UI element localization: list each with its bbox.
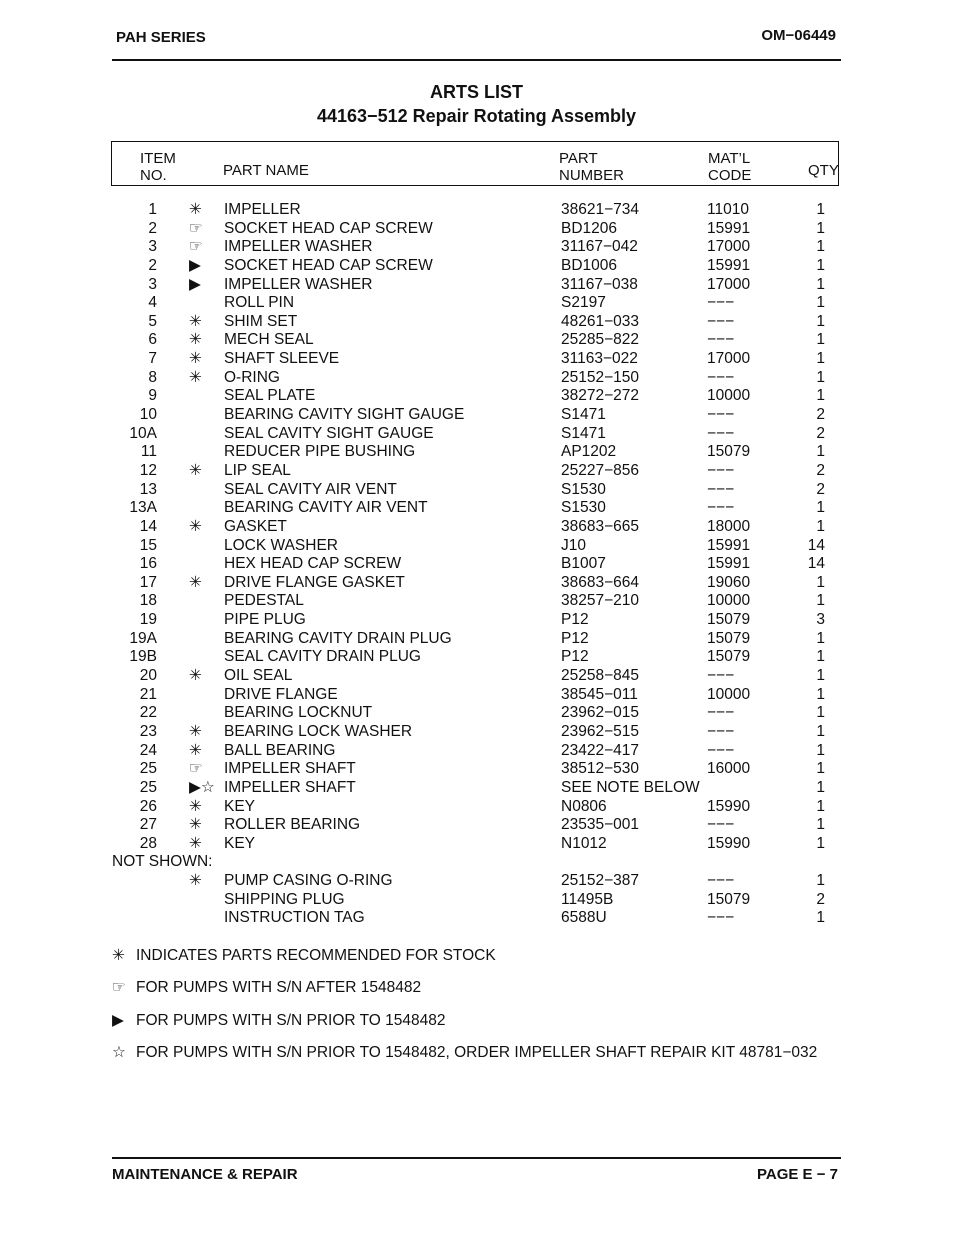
part-name: SEAL PLATE <box>224 387 316 405</box>
part-number: B1007 <box>561 555 606 573</box>
table-row <box>0 816 954 835</box>
item-number: 7 <box>148 350 157 368</box>
part-name: IMPELLER SHAFT <box>224 778 356 796</box>
row-marker-icon: ✳ <box>189 834 202 852</box>
notes-list <box>112 946 841 1075</box>
part-name: LOCK WASHER <box>224 536 338 554</box>
note-symbol-icon: ☞ <box>112 979 126 997</box>
table-row <box>0 462 954 481</box>
quantity: 1 <box>816 201 825 218</box>
part-number: 11495B <box>561 890 614 908</box>
row-marker-icon: ✳ <box>189 573 202 591</box>
item-number: 19B <box>129 648 157 666</box>
quantity: 1 <box>816 368 825 386</box>
item-number: 18 <box>139 592 157 610</box>
table-row <box>0 742 954 761</box>
material-code: 15991 <box>707 219 751 237</box>
quantity: 1 <box>816 312 825 330</box>
table-row <box>0 630 954 649</box>
quantity: 2 <box>816 406 825 424</box>
part-name: SEAL CAVITY AIR VENT <box>224 480 397 498</box>
part-name: BEARING LOCKNUT <box>224 704 373 722</box>
note-text: FOR PUMPS WITH S/N PRIOR TO 1548482, ORDER IMPELLER SHAFT REPAIR KIT 48781−032 <box>136 1043 818 1061</box>
material-code: 15079 <box>707 648 751 666</box>
row-marker-icon: ✳ <box>189 201 202 218</box>
table-row <box>0 518 954 537</box>
table-row <box>0 537 954 556</box>
part-name: INSTRUCTION TAG <box>224 909 365 927</box>
material-code: 10000 <box>707 685 751 703</box>
part-name: ROLLER BEARING <box>224 816 361 834</box>
part-number: P12 <box>561 629 589 647</box>
col-part-name-header: PART NAME <box>223 162 309 179</box>
item-number: 16 <box>139 555 157 573</box>
part-number: 25227−856 <box>561 461 640 479</box>
table-row <box>0 331 954 350</box>
material-code: −−− <box>707 909 735 927</box>
item-number: 11 <box>140 443 157 461</box>
row-marker-icon: ▶☆ <box>189 778 215 796</box>
quantity: 1 <box>816 816 825 834</box>
part-name: BEARING LOCK WASHER <box>224 722 413 740</box>
table-row <box>0 313 954 332</box>
material-code: 17000 <box>707 275 751 293</box>
row-marker-icon: ▶ <box>189 256 201 274</box>
item-number: 23 <box>139 722 157 740</box>
part-number: 23962−515 <box>561 722 640 740</box>
material-code: −−− <box>707 816 735 834</box>
row-marker-icon: ▶ <box>189 275 201 293</box>
part-name: MECH SEAL <box>224 331 314 349</box>
quantity: 1 <box>816 778 825 796</box>
part-name: IMPELLER WASHER <box>224 238 373 256</box>
note-symbol-icon: ☆ <box>112 1043 126 1061</box>
part-number: J10 <box>561 536 586 554</box>
table-row <box>0 798 954 817</box>
material-code: 17000 <box>707 238 751 256</box>
material-code: −−− <box>707 294 735 312</box>
row-marker-icon: ☞ <box>189 219 203 237</box>
quantity: 1 <box>816 704 825 722</box>
item-number: 13A <box>129 499 157 517</box>
item-number: 19A <box>129 629 157 647</box>
table-row <box>0 704 954 723</box>
part-name: SEAL CAVITY SIGHT GAUGE <box>224 424 434 442</box>
quantity: 1 <box>816 648 825 666</box>
note-symbol-icon: ✳ <box>112 947 125 964</box>
row-marker-icon: ✳ <box>189 368 202 386</box>
part-number: S2197 <box>561 294 606 312</box>
part-number: BD1206 <box>561 219 618 237</box>
part-name: HEX HEAD CAP SCREW <box>224 555 402 573</box>
table-row <box>0 481 954 500</box>
quantity: 14 <box>807 555 825 573</box>
part-number: 38545−011 <box>561 685 638 703</box>
shaft-kit-note <box>112 1043 841 1075</box>
header-doc-number: OM−06449 <box>761 27 836 44</box>
item-number: 3 <box>148 238 157 256</box>
row-marker-icon: ✳ <box>189 331 202 349</box>
part-name: BEARING CAVITY DRAIN PLUG <box>224 629 452 647</box>
col-mat-code-header: MAT’L CODE <box>708 150 752 184</box>
part-number: 38683−664 <box>561 573 640 591</box>
material-code: 19060 <box>707 573 751 591</box>
row-marker-icon: ✳ <box>189 350 202 368</box>
note-text: INDICATES PARTS RECOMMENDED FOR STOCK <box>136 947 496 964</box>
table-row <box>0 257 954 276</box>
part-name: BEARING CAVITY AIR VENT <box>224 499 428 517</box>
material-code: −−− <box>707 312 735 330</box>
material-code: 11010 <box>707 201 749 218</box>
quantity: 1 <box>816 256 825 274</box>
quantity: 1 <box>816 797 825 815</box>
row-marker-icon: ☞ <box>189 760 203 778</box>
part-number: S1471 <box>561 406 606 424</box>
material-code: −−− <box>707 741 735 759</box>
row-marker-icon: ✳ <box>189 797 202 815</box>
note-symbol-icon: ▶ <box>112 1011 124 1029</box>
material-code: −−− <box>707 424 735 442</box>
not-shown-label: NOT SHOWN: <box>112 853 213 871</box>
row-marker-icon: ✳ <box>189 722 202 740</box>
part-number: N0806 <box>561 797 607 815</box>
page-title: ARTS LIST <box>430 82 523 102</box>
part-name: SHIPPING PLUG <box>224 890 345 908</box>
table-row <box>0 835 954 854</box>
note-text: FOR PUMPS WITH S/N AFTER 1548482 <box>136 979 422 997</box>
table-row <box>0 574 954 593</box>
part-number: 23535−001 <box>561 816 640 834</box>
table-row <box>0 686 954 705</box>
part-name: GASKET <box>224 517 287 535</box>
part-number: BD1006 <box>561 256 618 274</box>
note-text: FOR PUMPS WITH S/N PRIOR TO 1548482 <box>136 1011 446 1029</box>
material-code: −−− <box>707 722 735 740</box>
table-row <box>0 294 954 313</box>
table-row <box>0 872 954 891</box>
material-code: 15991 <box>707 555 751 573</box>
prior-sn-note <box>112 1011 841 1043</box>
item-number: 25 <box>139 760 157 778</box>
col-qty-header: QTY <box>808 162 839 179</box>
part-name: SEAL CAVITY DRAIN PLUG <box>224 648 421 666</box>
col-part-number-header: PART NUMBER <box>559 150 625 184</box>
row-marker-icon: ☞ <box>189 238 203 256</box>
part-number: 23962−015 <box>561 704 640 722</box>
quantity: 1 <box>816 834 825 852</box>
material-code: −−− <box>707 667 735 685</box>
item-number: 12 <box>139 461 157 479</box>
quantity: 1 <box>816 722 825 740</box>
quantity: 1 <box>816 294 825 312</box>
material-code: 15079 <box>707 443 751 461</box>
part-number: S1530 <box>561 480 606 498</box>
item-number: 27 <box>139 816 157 834</box>
part-number: 38272−272 <box>561 387 640 405</box>
part-number: 31167−042 <box>561 238 638 256</box>
row-marker-icon: ✳ <box>189 816 202 834</box>
quantity: 1 <box>816 685 825 703</box>
quantity: 2 <box>816 424 825 442</box>
table-row <box>0 276 954 295</box>
item-number: 1 <box>148 201 157 218</box>
item-number: 22 <box>139 704 157 722</box>
item-number: 17 <box>139 573 157 591</box>
material-code: 18000 <box>707 517 751 535</box>
part-number: 38621−734 <box>561 201 640 218</box>
part-name: KEY <box>224 797 256 815</box>
quantity: 2 <box>816 890 825 908</box>
part-name: ROLL PIN <box>224 294 295 312</box>
table-header <box>111 141 839 186</box>
part-name: IMPELLER <box>224 201 301 218</box>
material-code: 15991 <box>707 536 751 554</box>
quantity: 1 <box>816 760 825 778</box>
item-number: 28 <box>139 834 157 852</box>
quantity: 1 <box>816 387 825 405</box>
material-code: −−− <box>707 368 735 386</box>
part-number: 38257−210 <box>561 592 640 610</box>
item-number: 3 <box>148 275 157 293</box>
part-number: 31163−022 <box>561 350 638 368</box>
row-marker-icon: ✳ <box>189 312 202 330</box>
part-number: 25285−822 <box>561 331 640 349</box>
part-number: 31167−038 <box>561 275 638 293</box>
table-row <box>0 387 954 406</box>
material-code: 15991 <box>707 256 751 274</box>
material-code: 15079 <box>707 611 751 629</box>
part-number: SEE NOTE BELOW <box>561 778 700 796</box>
quantity: 1 <box>816 573 825 591</box>
part-number: S1471 <box>561 424 606 442</box>
part-name: DRIVE FLANGE GASKET <box>224 573 405 591</box>
table-row <box>0 443 954 462</box>
item-number: 15 <box>139 536 157 554</box>
item-number: 6 <box>148 331 157 349</box>
part-number: 25258−845 <box>561 667 640 685</box>
table-row <box>0 238 954 257</box>
item-number: 4 <box>148 294 157 312</box>
table-row <box>0 648 954 667</box>
not-shown-label-row <box>0 853 954 872</box>
item-number: 25 <box>139 778 157 796</box>
part-name: BALL BEARING <box>224 741 336 759</box>
quantity: 1 <box>816 331 825 349</box>
quantity: 3 <box>816 611 825 629</box>
material-code: −−− <box>707 461 735 479</box>
part-name: BEARING CAVITY SIGHT GAUGE <box>224 406 465 424</box>
table-row <box>0 779 954 798</box>
table-row <box>0 201 954 220</box>
table-row <box>0 555 954 574</box>
part-name: SHAFT SLEEVE <box>224 350 340 368</box>
quantity: 14 <box>807 536 825 554</box>
table-row <box>0 369 954 388</box>
item-number: 26 <box>139 797 157 815</box>
item-number: 10 <box>139 406 157 424</box>
table-row <box>0 406 954 425</box>
table-row <box>0 611 954 630</box>
table-row <box>0 350 954 369</box>
part-name: SOCKET HEAD CAP SCREW <box>224 219 433 237</box>
item-number: 8 <box>148 368 157 386</box>
item-number: 20 <box>139 667 157 685</box>
item-number: 9 <box>148 387 157 405</box>
material-code: 15079 <box>707 890 751 908</box>
part-name: PUMP CASING O-RING <box>224 872 393 890</box>
part-number: S1530 <box>561 499 606 517</box>
item-number: 5 <box>148 312 157 330</box>
footer-page: PAGE E − 7 <box>756 1166 838 1183</box>
table-row <box>0 667 954 686</box>
part-number: N1012 <box>561 834 607 852</box>
part-name: OIL SEAL <box>224 667 293 685</box>
quantity: 1 <box>816 238 825 256</box>
part-number: P12 <box>561 611 589 629</box>
row-marker-icon: ✳ <box>189 461 202 479</box>
material-code: 17000 <box>707 350 751 368</box>
col-item-header: ITEM NO. <box>140 150 176 184</box>
parts-table-body <box>0 201 954 928</box>
footer-section: MAINTENANCE & REPAIR <box>112 1166 298 1183</box>
table-row <box>0 909 954 928</box>
quantity: 1 <box>816 592 825 610</box>
footer-rule <box>112 1157 841 1159</box>
part-number: 25152−150 <box>561 368 640 386</box>
item-number: 24 <box>139 741 157 759</box>
material-code: −−− <box>707 331 735 349</box>
row-marker-icon: ✳ <box>189 667 202 685</box>
part-name: DRIVE FLANGE <box>224 685 338 703</box>
part-number: 38512−530 <box>561 760 640 778</box>
row-marker-icon: ✳ <box>189 517 202 535</box>
table-row <box>0 499 954 518</box>
material-code: −−− <box>707 499 735 517</box>
part-name: SOCKET HEAD CAP SCREW <box>224 256 433 274</box>
quantity: 2 <box>816 461 825 479</box>
quantity: 2 <box>816 480 825 498</box>
material-code: −−− <box>707 872 735 890</box>
material-code: 15990 <box>707 797 751 815</box>
material-code: −−− <box>707 704 735 722</box>
table-row <box>0 592 954 611</box>
quantity: 1 <box>816 350 825 368</box>
item-number: 2 <box>148 219 157 237</box>
part-number: P12 <box>561 648 589 666</box>
part-number: 23422−417 <box>561 741 640 759</box>
page-subtitle: 44163−512 Repair Rotating Assembly <box>317 106 636 126</box>
part-name: O-RING <box>224 368 280 386</box>
row-marker-icon: ✳ <box>189 741 202 759</box>
item-number: 13 <box>139 480 157 498</box>
part-number: 25152−387 <box>561 872 640 890</box>
header-rule <box>112 59 841 61</box>
quantity: 1 <box>816 872 825 890</box>
table-row <box>0 891 954 910</box>
item-number: 14 <box>139 517 157 535</box>
header-series: PAH SERIES <box>116 29 206 46</box>
material-code: 16000 <box>707 760 751 778</box>
quantity: 1 <box>816 517 825 535</box>
material-code: 15990 <box>707 834 751 852</box>
table-row <box>0 723 954 742</box>
quantity: 1 <box>816 909 825 927</box>
table-row <box>0 760 954 779</box>
item-number: 10A <box>129 424 157 442</box>
part-number: 6588U <box>561 909 607 927</box>
row-marker-icon: ✳ <box>189 872 202 890</box>
table-row <box>0 220 954 239</box>
quantity: 1 <box>816 499 825 517</box>
material-code: 15079 <box>707 629 751 647</box>
part-name: SHIM SET <box>224 312 298 330</box>
material-code: 10000 <box>707 387 751 405</box>
part-name: REDUCER PIPE BUSHING <box>224 443 416 461</box>
part-name: KEY <box>224 834 256 852</box>
item-number: 19 <box>139 611 157 629</box>
part-name: IMPELLER WASHER <box>224 275 373 293</box>
after-sn-note <box>112 978 841 1010</box>
quantity: 1 <box>816 275 825 293</box>
part-number: AP1202 <box>561 443 617 461</box>
part-name: PIPE PLUG <box>224 611 306 629</box>
item-number: 2 <box>148 256 157 274</box>
part-name: IMPELLER SHAFT <box>224 760 356 778</box>
material-code: −−− <box>707 480 735 498</box>
part-name: PEDESTAL <box>224 592 304 610</box>
material-code: −−− <box>707 406 735 424</box>
quantity: 1 <box>816 443 825 461</box>
stock-note <box>112 946 841 978</box>
table-row <box>0 425 954 444</box>
part-number: 38683−665 <box>561 517 640 535</box>
quantity: 1 <box>816 741 825 759</box>
quantity: 1 <box>816 219 825 237</box>
quantity: 1 <box>816 629 825 647</box>
quantity: 1 <box>816 667 825 685</box>
part-name: LIP SEAL <box>224 461 291 479</box>
material-code: 10000 <box>707 592 751 610</box>
item-number: 21 <box>139 685 157 703</box>
part-number: 48261−033 <box>561 312 640 330</box>
